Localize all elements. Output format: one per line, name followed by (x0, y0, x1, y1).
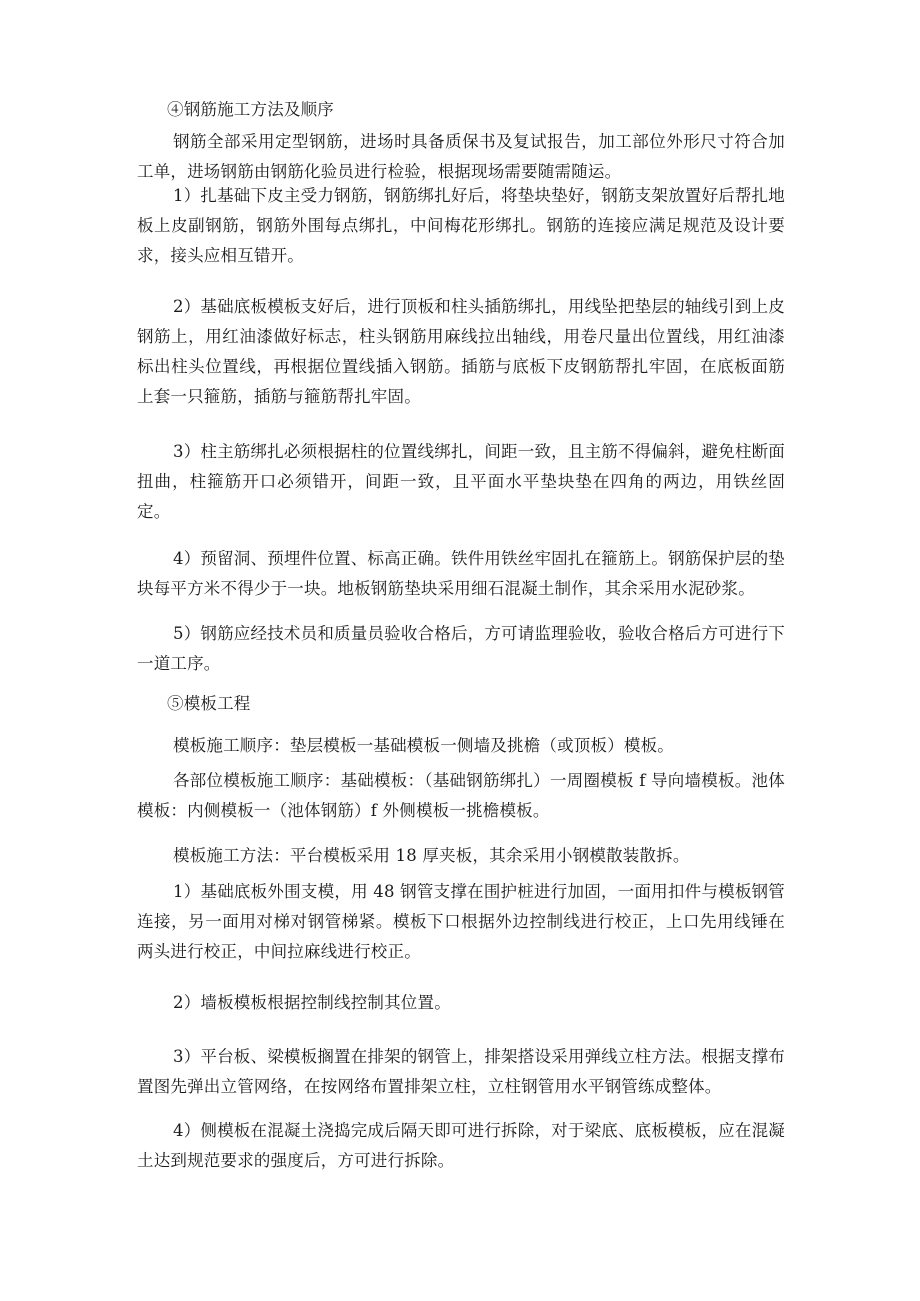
paragraph-formwork-parts-order: 各部位模板施工顺序：基础模板：（基础钢筋绑扎）一周圈模板 f 导向墙模板。池体模板：内侧模板一（池体钢筋）f 外侧模板一挑檐模板。 (137, 771, 785, 820)
paragraph-rebar-step-1: 1）扎基础下皮主受力钢筋，钢筋绑扎好后，将垫块垫好，钢筋支架放置好后帮扎地板上皮副钢筋，钢筋外围每点绑扎，中间梅花形绑扎。钢筋的连接应满足规范及设计要求，接头应相互错开。 (137, 186, 785, 265)
paragraph-rebar-step-2: 2）基础底板模板支好后，进行顶板和柱头插筋绑扎，用线坠把垫层的轴线引到上皮钢筋上，用红油漆做好标志，柱头钢筋用麻线拉出轴线，用卷尺量出位置线，用红油漆标出柱头位置线，再根据位置线插入钢筋。插筋与底板下皮钢筋帮扎牢固，在底板面筋上套一只箍筋，插筋与箍筋帮扎牢固。 (137, 297, 785, 406)
section-heading-rebar: ④钢筋施工方法及顺序 (167, 100, 334, 119)
paragraph-formwork-step-3: 3）平台板、梁模板搁置在排架的钢管上，排架搭设采用弹线立柱方法。根据支撑布置图先弹出立管网络，在按网络布置排架立柱，立柱钢管用水平钢管练成整体。 (137, 1047, 785, 1096)
paragraph-rebar-intro: 钢筋全部采用定型钢筋，进场时具备质保书及复试报告，加工部位外形尺寸符合加工单，进场钢筋由钢筋化验员进行检验，根据现场需要随需随运。 (137, 132, 785, 181)
paragraph-rebar-step-3: 3）柱主筋绑扎必须根据柱的位置线绑扎，间距一致，且主筋不得偏斜，避免柱断面扭曲，柱箍筋开口必须错开，间距一致，且平面水平垫块垫在四角的两边，用铁丝固定。 (137, 442, 785, 521)
paragraph-formwork-order: 模板施工顺序：垫层模板一基础模板一侧墙及挑檐（或顶板）模板。 (173, 736, 674, 755)
paragraph-formwork-method: 模板施工方法：平台模板采用 18 厚夹板，其余采用小钢模散装散拆。 (173, 846, 690, 865)
section-heading-formwork: ⑤模板工程 (167, 694, 251, 713)
paragraph-rebar-step-5: 5）钢筋应经技术员和质量员验收合格后，方可请监理验收，验收合格后方可进行下一道工序。 (137, 624, 785, 673)
paragraph-formwork-step-4: 4）侧模板在混凝土浇捣完成后隔天即可进行拆除，对于梁底、底板模板，应在混凝土达到规范要求的强度后，方可进行拆除。 (137, 1121, 785, 1170)
paragraph-formwork-step-1: 1）基础底板外围支模，用 48 钢管支撑在围护桩进行加固，一面用扣件与模板钢管连接，另一面用对梯对钢管梯紧。模板下口根据外边控制线进行校正，上口先用线锤在两头进行校正，中间拉麻线进行校正。 (137, 882, 785, 961)
paragraph-rebar-step-4: 4）预留洞、预埋件位置、标高正确。铁件用铁丝牢固扎在箍筋上。钢筋保护层的垫块每平方米不得少于一块。地板钢筋垫块采用细石混凝土制作，其余采用水泥砂浆。 (137, 549, 785, 598)
paragraph-formwork-step-2: 2）墙板模板根据控制线控制其位置。 (173, 993, 451, 1012)
